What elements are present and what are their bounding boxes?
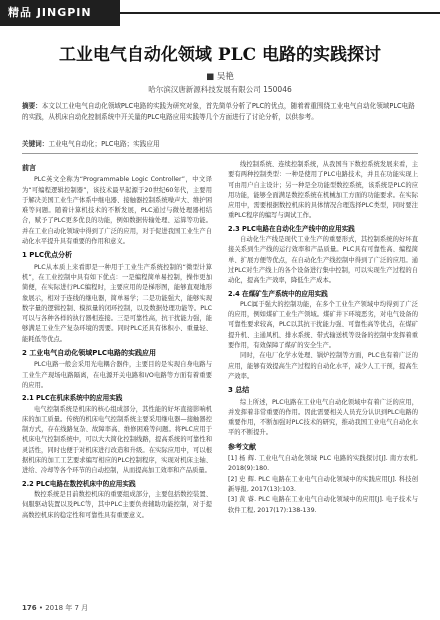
body-paragraph: PLC从本质上来看即是一种用于工业生产系统控制的“微型计算机”，在工业控制中具有如下优点：一是编程简单易控制，操作更加简便，在实际进行PLC编程时，主要应用的是梯形图，能够直观地形象展示，相对于连线的继电器，简单易学；二是功能强大，能够实现数字量的逻辑控制、模拟量的闭环控制，以及数据处理功能等。PLC可以与各种各样的执行器相连接。三是可靠性高，抗干扰能力强，能够满足工业生产复杂环境的需要。同时PLC还具有体积小、重量轻、能耗低等优点。 — [22, 263, 212, 343]
subsection-heading: 2.2 PLC电路在数控机床中的应用实践 — [22, 479, 136, 488]
body-paragraph: 数控系统是目前数控机床的重要组成部分，主要包括数控装置、伺服驱动装置以及PLC等，其中PLC主要负责辅助功能控制，对于提高数控机床的稳定性和可靠性具有重要意义。 — [22, 490, 212, 519]
section-heading: 2 工业电气自动化领域PLC电路的实践应用 — [22, 349, 157, 358]
keywords-text: 工业电气自动化；PLC电路；实践应用 — [48, 140, 160, 148]
abstract-text: 本文以工业电气自动化领域PLC电路的实践为研究对象，首先简单分析了PLC的优点，随着着重围绕工业电气自动化领域PLC电路的实践，从机床自动化控制系统中开关量的PLC电路应用实践等几个方面进行了讨论分析，以供参考。 — [22, 102, 415, 121]
subsection-heading: 2.3 PLC电路在自动化生产线中的应用实践 — [228, 224, 355, 233]
subsection-heading: 2.1 PLC在机床系统中的应用实践 — [22, 394, 123, 403]
section-heading: 参考文献 — [228, 442, 256, 451]
issue-date: • 2018 年 7 月 — [38, 604, 89, 612]
article-title: 工业电气自动化领域 PLC 电路的实践探讨 — [58, 45, 382, 65]
keywords — [22, 139, 418, 150]
reference-item: [1] 杨 辉. 工业电气自动化领域 PLC 电路的实践探讨[J]. 南方农机, 2018(9):180. — [228, 455, 418, 473]
abstract-label: 摘要： — [22, 102, 42, 110]
section-heading: 1 PLC优点分析 — [22, 251, 73, 260]
article-affiliation: 哈尔滨汉唐新源科技发展有限公司 150046 — [148, 85, 292, 94]
body-column-left — [22, 160, 212, 521]
keywords-label: 关键词： — [22, 140, 49, 148]
section-heading: 前言 — [22, 164, 36, 172]
article-author: ■ 吴艳 — [206, 72, 234, 82]
body-paragraph: PLC属于强大的控制功能，在多个工业生产领域中均得到了广泛的应用，例如煤矿工业生产领域。煤矿井下环境恶劣，对电气设备的可靠性要求较高，PLC以其抗干扰能力强、可靠性高等优点，在煤矿提升机、主通风机、排水系统、带式输送机等设备的控制中发挥着重要作用，有效保障了煤矿的安全生产。 — [228, 300, 418, 350]
reference-item: [2] 史 辉. PLC 电路在工业电气自动化领域中的实践应用[J]. 科技创新导报, 2017(13):103. — [228, 475, 418, 493]
abstract — [22, 101, 418, 123]
abstract-divider — [22, 153, 418, 154]
body-paragraph: 电气控制系统是机床的核心组成部分，其性能的好坏直接影响机床的加工质量。传统的机床电气控制系统主要采用继电器—接触器控制方式，存在线路复杂、故障率高、维修困难等问题。将PLC应用于机床电气控制系统中，可以大大简化控制线路，提高系统的可靠性和灵活性，同时也便于对机床进行改造和升级。在实际应用中，可以根据机床的加工工艺要求编写相应的PLC控制程序，实现对机床主轴、进给、冷却等各个环节的自动控制，从而提高加工效率和产品质量。 — [22, 405, 212, 475]
body-paragraph: 同时，在电厂化学水处理、锅炉控制等方面，PLC也有着广泛的应用，能够有效提高生产过程的自动化水平，减少人工干预，提高生产效率。 — [228, 352, 418, 380]
body-paragraph: PLC英文全称为“Programmable Logic Controller”，中文译为“可编程逻辑控制器”，该技术最早起源于20世纪60年代，主要用于解决美国工业生产体系中继电器、接触器控制系统噪声大、维护困难等问题。随着计算机技术的不断发展，PLC通过与微处理器相结合，赋予了PLC更多优良的功能，例如数据传输处理、运算等功能。并在工业自动化领域中得到了广泛的应用，对于促进我国工业生产自动化水平提升具有重要的作用和意义。 — [22, 176, 212, 246]
page-number: 176 — [22, 604, 37, 612]
section-tag: 精品 JINGPIN — [0, 0, 120, 26]
body-paragraph: 自动化生产线是现代工业生产的重要形式，其控制系统的好坏直接关系到生产线的运行效率和产品质量。PLC具有可靠性高、编程简单、扩展方便等优点，在自动化生产线控制中得到了广泛的应用。通过PLC对生产线上的各个设备进行集中控制，可以实现生产过程的自动化，提高生产效率，降低生产成本。 — [228, 236, 418, 285]
subsection-heading: 2.4 在煤矿生产系统中的应用实践 — [228, 289, 328, 298]
reference-item: [3] 黄 睿. PLC 电路在工业电气自动化领域中的应用[J]. 电子技术与软件工程, 2017(17):138-139. — [228, 496, 418, 514]
header-rule — [120, 12, 440, 14]
body-paragraph: 综上所述，PLC电路在工业电气自动化领域中有着广泛的应用，并发挥着非常重要的作用。因此需要相关人员充分认识到PLC电路的重要作用，不断加强对PLC技术的研究，推动我国工业电气自动化水平的不断提升。 — [228, 398, 418, 437]
section-heading: 3 总结 — [228, 386, 250, 395]
body-paragraph: 线控制系统、连续控制系统，从我国当下数控系统发展来看，主要有两种控制类型：一种是使用了PLC电路技术，并且在功能实现上可由用户自主设计；另一种是全功能型数控系统，该系统是PLC的应用功能，能够全面满足数控系统在机械加工方面的功能要求。在实际应用中，需要根据数控机床的具体情况合理选择PLC类型，同时要注重PLC程序的编写与调试工作。 — [228, 161, 418, 220]
section-header — [0, 0, 440, 26]
body-paragraph: PLC电路一般会采用光电耦合器件，主要目的是实现自身电路与工业生产现场电路隔离，在电源开关电路和I/O电路等方面有着重要的应用。 — [22, 361, 212, 389]
body-column-right — [228, 160, 418, 516]
page-footer — [22, 603, 88, 613]
